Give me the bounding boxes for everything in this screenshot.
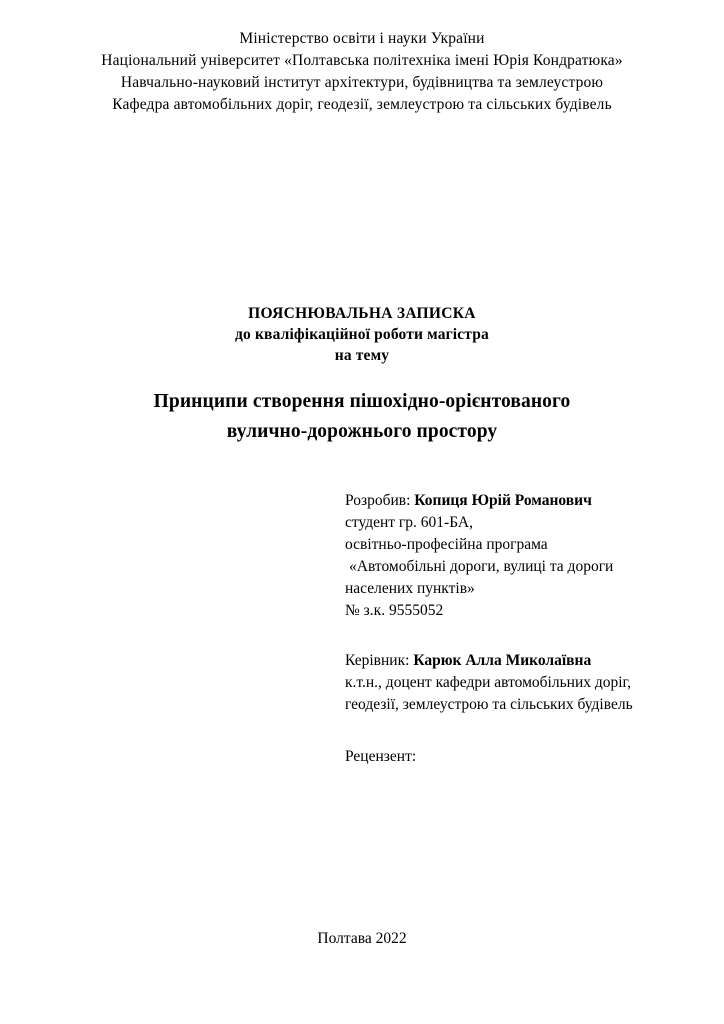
author-program-name-line-2: населених пунктів» [345,580,475,597]
header-line-institute: Навчально-науковий інститут архітектури, будівництва та землеустрою [120,74,604,91]
reviewer-role-label: Рецензент: [345,748,417,765]
reviewer-block [345,746,704,768]
advisor-name: Карюк Алла Миколаївна [413,652,592,669]
page-title-line-1: Принципи створення пішохідно-орієнтованого [153,391,571,412]
advisor-credentials-line-1: к.т.н., доцент кафедри автомобільних доріг, [345,674,632,691]
page-title [40,387,684,447]
footer-place-year: Полтава 2022 [317,930,407,947]
author-name: Копиця Юрій Романович [414,492,592,509]
note-line-work-kind: до кваліфікаційної роботи магістра [235,326,489,343]
footer [0,928,724,950]
page-title-line-2: вулично-дорожнього простору [226,421,498,442]
institution-header [0,28,724,116]
author-role-and-name [345,490,704,512]
explanatory-note-heading [0,303,724,366]
advisor-role-and-name [345,650,704,672]
author-program-name-line-1: «Автомобільні дороги, вулиці та дороги [349,558,614,575]
advisor-block [345,650,704,716]
author-role-label: Розробив: [345,492,411,509]
header-line-department: Кафедра автомобільних доріг, геодезії, землеустрою та сільських будівель [112,96,612,113]
note-line-on-topic: на тему [334,347,390,364]
advisor-credentials-line-2: геодезії, землеустрою та сільських будівель [345,696,633,713]
advisor-role-label: Керівник: [345,652,410,669]
author-program-label: освітньо-професійна програма [345,536,548,553]
header-line-university: Національний університет «Полтавська політехніка імені Юрія Кондратюка» [101,52,623,69]
note-line-document-type: ПОЯСНЮВАЛЬНА ЗАПИСКА [248,305,476,322]
author-record-number: № з.к. 9555052 [345,602,444,619]
author-group: студент гр. 601-БА, [345,514,473,531]
author-block [345,490,704,622]
header-line-ministry: Міністерство освіти і науки України [239,30,485,47]
